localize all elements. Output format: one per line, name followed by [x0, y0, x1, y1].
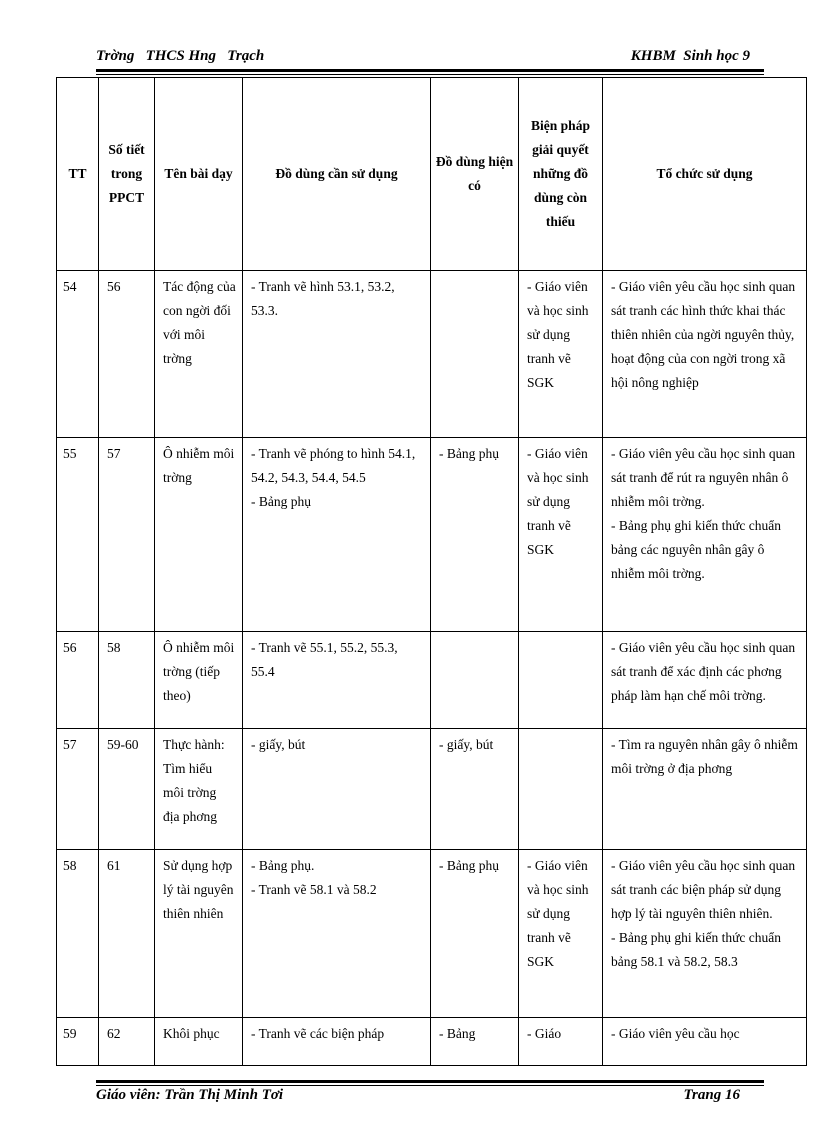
row-to-chuc: - Giáo viên yêu cầu học sinh quan sát tranh các biện pháp sử dụng hợp lý tài nguyên thiên nhiên. - Bảng phụ ghi kiến thức chuẩn bảng 58.1 và 58.2, 58.3: [603, 850, 807, 1018]
row-ten-bai: Ô nhiễm môi trờng (tiếp theo): [155, 632, 243, 729]
row-bien-phap: - Giáo: [519, 1018, 603, 1066]
row-so-tiet: 61: [99, 850, 155, 1018]
table-row: [57, 632, 807, 729]
table-row: [57, 271, 807, 438]
lesson-equipment-table: [56, 77, 807, 1066]
row-bien-phap: - Giáo viên và học sinh sử dụng tranh vẽ SGK: [519, 850, 603, 1018]
row-do-dung-co: [431, 632, 519, 729]
table-row: [57, 729, 807, 850]
teacher-name: Giáo viên: Trần Thị Minh Tơi: [96, 1087, 284, 1103]
row-do-dung-can: - Tranh vẽ 55.1, 55.2, 55.3, 55.4: [243, 632, 431, 729]
col-header-do-dung-can: Đồ dùng cần sử dụng: [243, 78, 431, 271]
col-header-bien-phap: Biện pháp giải quyết những đồ dùng còn thiếu: [519, 78, 603, 271]
col-header-ten-bai: Tên bài dạy: [155, 78, 243, 271]
row-tt: 57: [57, 729, 99, 850]
row-do-dung-can: - giấy, bút: [243, 729, 431, 850]
subject-title: KHBM Sinh học 9: [630, 48, 750, 64]
row-tt: 58: [57, 850, 99, 1018]
row-do-dung-can: - Tranh vẽ các biện pháp: [243, 1018, 431, 1066]
row-ten-bai: Sử dụng hợp lý tài nguyên thiên nhiên: [155, 850, 243, 1018]
table-row: [57, 438, 807, 632]
row-do-dung-can: - Tranh vẽ phóng to hình 54.1, 54.2, 54.3, 54.4, 54.5 - Bảng phụ: [243, 438, 431, 632]
school-name: Trờng THCS Hng Trạch: [96, 48, 265, 64]
col-header-tt: TT: [57, 78, 99, 271]
header-rule-thin: [96, 74, 764, 75]
row-to-chuc: - Giáo viên yêu cầu học sinh quan sát tranh các hình thức khai thác thiên nhiên của ngời nguyên thủy, hoạt động của con ngời trong xã hội nông nghiệp: [603, 271, 807, 438]
row-to-chuc: - Giáo viên yêu cầu học sinh quan sát tranh để rút ra nguyên nhân ô nhiễm môi trờng. - Bảng phụ ghi kiến thức chuẩn bảng các nguyên nhân gây ô nhiễm môi trờng.: [603, 438, 807, 632]
row-do-dung-co: - Bảng: [431, 1018, 519, 1066]
row-so-tiet: 59-60: [99, 729, 155, 850]
page-header: [96, 48, 764, 68]
row-do-dung-co: - Bảng phụ: [431, 850, 519, 1018]
table-row: [57, 1018, 807, 1066]
row-do-dung-co: [431, 271, 519, 438]
header-row: [57, 78, 807, 271]
row-so-tiet: 58: [99, 632, 155, 729]
col-header-do-dung-co: Đồ dùng hiện có: [431, 78, 519, 271]
table-row: [57, 850, 807, 1018]
row-tt: 55: [57, 438, 99, 632]
footer-rule-thin: [96, 1085, 764, 1086]
col-header-so-tiet: Số tiết trong PPCT: [99, 78, 155, 271]
row-do-dung-can: - Tranh vẽ hình 53.1, 53.2, 53.3.: [243, 271, 431, 438]
row-to-chuc: - Giáo viên yêu cầu học: [603, 1018, 807, 1066]
row-do-dung-co: - giấy, bút: [431, 729, 519, 850]
row-so-tiet: 56: [99, 271, 155, 438]
page-footer: [96, 1087, 764, 1109]
row-tt: 59: [57, 1018, 99, 1066]
row-tt: 54: [57, 271, 99, 438]
col-header-to-chuc: Tổ chức sử dụng: [603, 78, 807, 271]
row-ten-bai: Thực hành: Tìm hiểu môi trờng địa phơng: [155, 729, 243, 850]
row-ten-bai: Khôi phục: [155, 1018, 243, 1066]
header-rule-thick: [96, 69, 764, 72]
row-bien-phap: - Giáo viên và học sinh sử dụng tranh vẽ SGK: [519, 271, 603, 438]
footer-rule-thick: [96, 1080, 764, 1083]
page-number: Trang 16: [683, 1087, 740, 1103]
row-to-chuc: - Tìm ra nguyên nhân gây ô nhiễm môi trờng ở địa phơng: [603, 729, 807, 850]
row-to-chuc: - Giáo viên yêu cầu học sinh quan sát tranh để xác định các phơng pháp làm hạn chế môi trờng.: [603, 632, 807, 729]
row-so-tiet: 62: [99, 1018, 155, 1066]
row-bien-phap: [519, 632, 603, 729]
row-ten-bai: Tác động của con ngời đối với môi trờng: [155, 271, 243, 438]
row-bien-phap: [519, 729, 603, 850]
row-so-tiet: 57: [99, 438, 155, 632]
row-bien-phap: - Giáo viên và học sinh sử dụng tranh vẽ SGK: [519, 438, 603, 632]
row-do-dung-co: - Bảng phụ: [431, 438, 519, 632]
row-tt: 56: [57, 632, 99, 729]
row-do-dung-can: - Bảng phụ. - Tranh vẽ 58.1 và 58.2: [243, 850, 431, 1018]
row-ten-bai: Ô nhiễm môi trờng: [155, 438, 243, 632]
